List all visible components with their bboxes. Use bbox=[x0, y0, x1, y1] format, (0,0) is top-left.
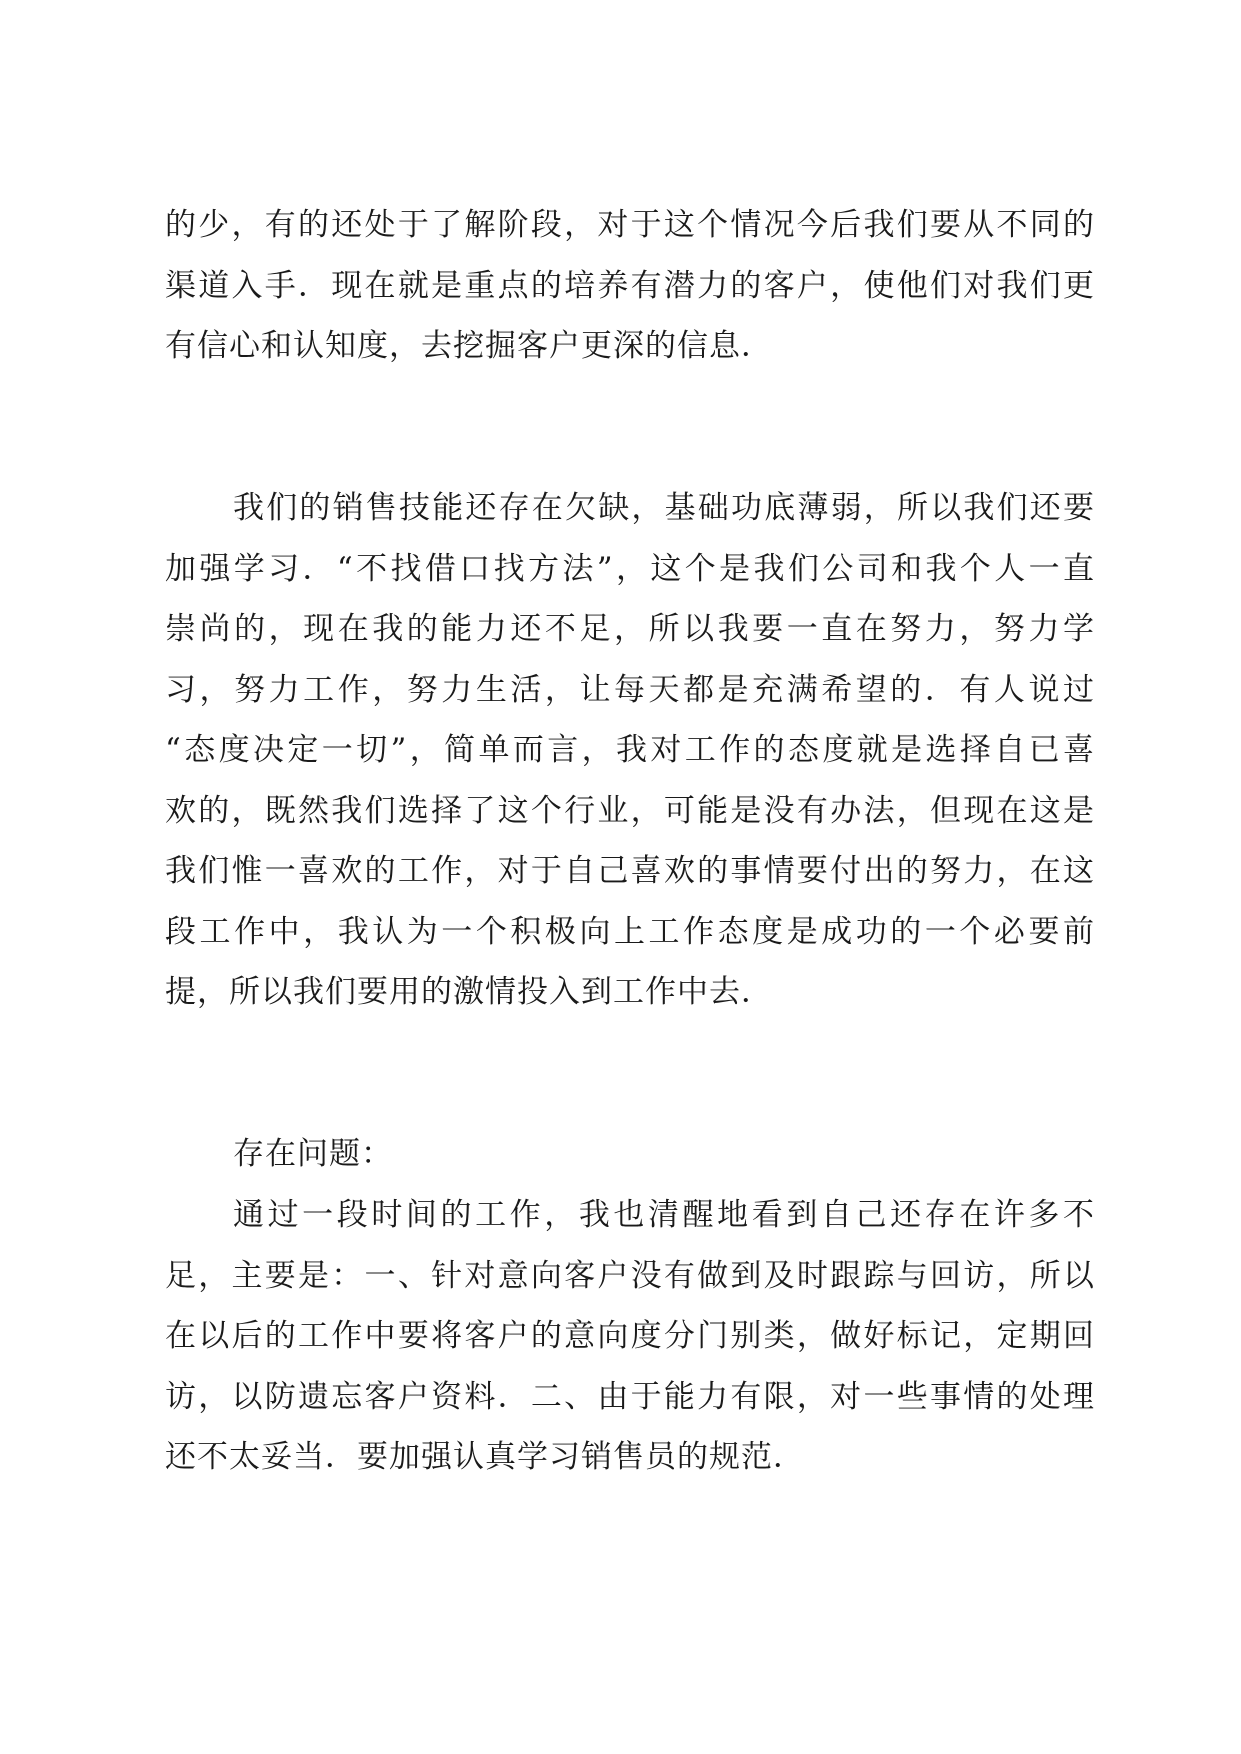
text-line: 习，努力工作，努力生活，让每天都是充满希望的．有人说过 bbox=[165, 672, 1095, 708]
text-line: 通过一段时间的工作，我也清醒地看到自己还存在许多不 bbox=[233, 1197, 1095, 1233]
text-line: 加强学习．“不找借口找方法”，这个是我们公司和我个人一直 bbox=[165, 551, 1095, 587]
text-line: 在以后的工作中要将客户的意向度分门别类，做好标记，定期回 bbox=[165, 1318, 1095, 1354]
text-line: 我们的销售技能还存在欠缺，基础功底薄弱，所以我们还要 bbox=[233, 490, 1095, 526]
text-line: 足，主要是：一、针对意向客户没有做到及时跟踪与回访，所以 bbox=[165, 1258, 1095, 1294]
text-line: 段工作中，我认为一个积极向上工作态度是成功的一个必要前 bbox=[165, 914, 1095, 950]
text-line: 我们惟一喜欢的工作，对于自己喜欢的事情要付出的努力，在这 bbox=[165, 853, 1095, 889]
text-line: 存在问题： bbox=[233, 1136, 393, 1172]
text-line: “态度决定一切”，简单而言，我对工作的态度就是选择自已喜 bbox=[165, 732, 1095, 768]
text-line: 崇尚的，现在我的能力还不足，所以我要一直在努力，努力学 bbox=[165, 611, 1095, 647]
text-line: 的少，有的还处于了解阶段，对于这个情况今后我们要从不同的 bbox=[165, 207, 1095, 243]
text-line: 渠道入手．现在就是重点的培养有潜力的客户，使他们对我们更 bbox=[165, 268, 1095, 304]
text-line: 访，以防遗忘客户资料．二、由于能力有限，对一些事情的处理 bbox=[165, 1379, 1095, 1415]
text-line: 欢的，既然我们选择了这个行业，可能是没有办法，但现在这是 bbox=[165, 793, 1095, 829]
text-line: 有信心和认知度，去挖掘客户更深的信息． bbox=[165, 328, 773, 364]
text-line: 提，所以我们要用的激情投入到工作中去． bbox=[165, 974, 773, 1010]
text-line: 还不太妥当．要加强认真学习销售员的规范． bbox=[165, 1439, 805, 1475]
